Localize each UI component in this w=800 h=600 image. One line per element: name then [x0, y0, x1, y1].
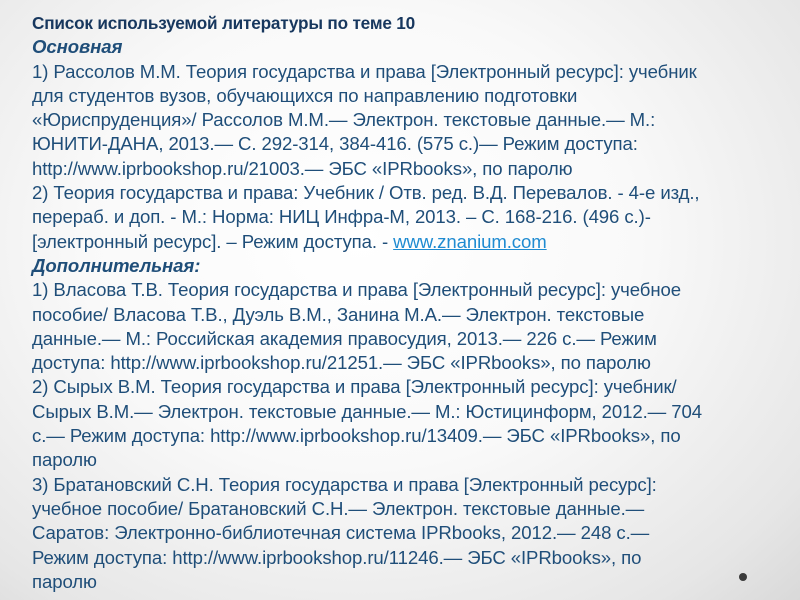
- main-entry-1: [32, 60, 772, 181]
- literature-list: [32, 11, 772, 594]
- page-title: Список используемой литературы по теме 10: [32, 13, 415, 33]
- entry-line: паролю: [32, 570, 97, 592]
- entry-line: ЮНИТИ-ДАНА, 2013.— С. 292-314, 384-416. (575 с.)— Режим доступа:: [32, 133, 638, 155]
- entry-line: 3) Братановский С.Н. Теория государства и права [Электронный ресурс]:: [32, 473, 657, 495]
- additional-entry-2: [32, 375, 772, 472]
- entry-line: данные.— М.: Российская академия правосудия, 2013.— 226 с.— Режим: [32, 327, 657, 349]
- entry-line: перераб. и доп. - М.: Норма: НИЦ Инфра-М, 2013. – С. 168-216. (496 с.)-: [32, 206, 651, 228]
- additional-entry-3: [32, 473, 772, 594]
- dot-icon: [739, 573, 747, 581]
- znanium-link[interactable]: www.znanium.com: [393, 230, 547, 252]
- entry-line: 1) Власова Т.В. Теория государства и права [Электронный ресурс]: учебное: [32, 279, 681, 301]
- entry-line: доступа: http://www.iprbookshop.ru/21251.— ЭБС «IPRbooks», по паролю: [32, 352, 651, 374]
- entry-line: Саратов: Электронно-библиотечная система IPRbooks, 2012.— 248 с.—: [32, 522, 650, 544]
- additional-entry-1: [32, 278, 772, 375]
- entry-line: с.— Режим доступа: http://www.iprbookshop.ru/13409.— ЭБС «IPRbooks», по: [32, 425, 681, 447]
- entry-line: пособие/ Власова Т.В., Дуэль В.М., Занина М.А.— Электрон. текстовые: [32, 303, 645, 325]
- entry-line: [32, 230, 772, 254]
- entry-line: 2) Теория государства и права: Учебник / Отв. ред. В.Д. Перевалов. - 4-е изд.,: [32, 182, 700, 204]
- entry-line: «Юриспруденция»/ Рассолов М.М.— Электрон. текстовые данные.— М.:: [32, 109, 656, 131]
- entry-line: Сырых В.М.— Электрон. текстовые данные.— М.: Юстицинформ, 2012.— 704: [32, 400, 702, 422]
- entry-line: паролю: [32, 449, 97, 471]
- entry-line: http://www.iprbookshop.ru/21003.— ЭБС «IPRbooks», по паролю: [32, 157, 573, 179]
- additional-section-label: Дополнительная:: [32, 254, 201, 276]
- entry-line: Режим доступа: http://www.iprbookshop.ru/11246.— ЭБС «IPRbooks», по: [32, 546, 642, 568]
- entry-line: 1) Рассолов М.М. Теория государства и права [Электронный ресурс]: учебник: [32, 60, 697, 82]
- entry-line: учебное пособие/ Братановский С.Н.— Электрон. текстовые данные.—: [32, 497, 645, 519]
- main-section-label: Основная: [32, 36, 123, 58]
- entry-line: для студентов вузов, обучающихся по направлению подготовки: [32, 84, 578, 106]
- entry-line: 2) Сырых В.М. Теория государства и права [Электронный ресурс]: учебник/: [32, 376, 677, 398]
- entry-line-prefix: [электронный ресурс]. – Режим доступа. -: [32, 230, 394, 252]
- main-entry-2: [32, 181, 772, 254]
